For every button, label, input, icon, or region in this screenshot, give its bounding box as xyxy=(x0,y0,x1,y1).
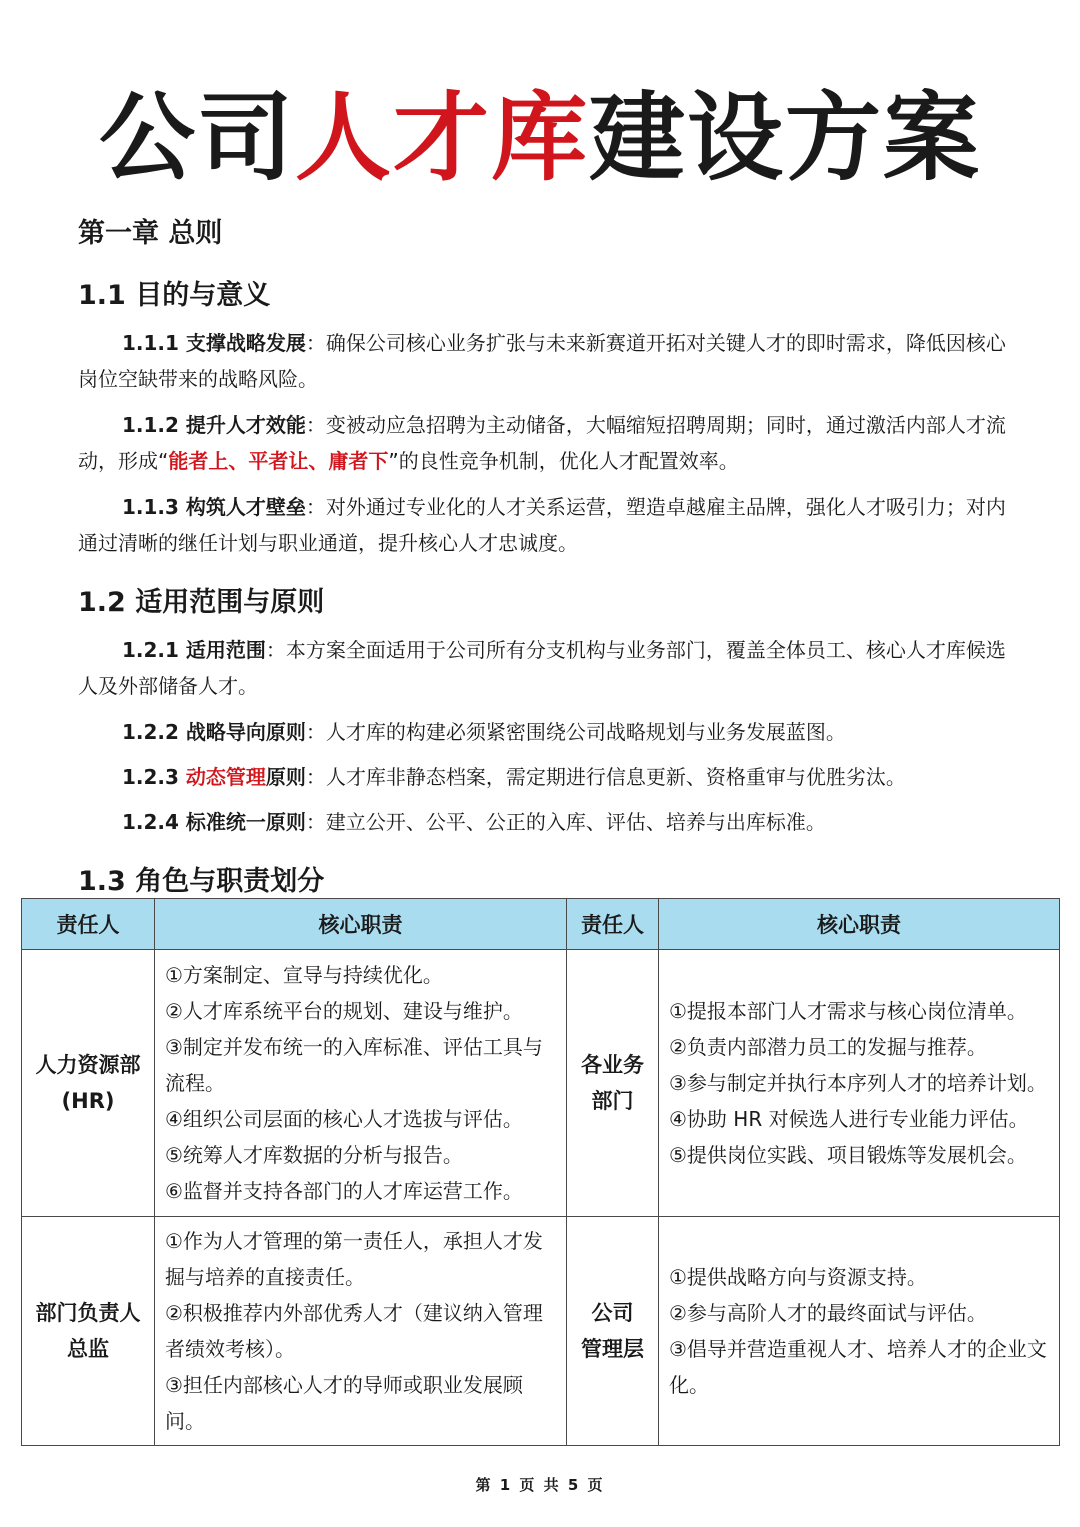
paragraph-label: 1.2.4 标准统一原则 xyxy=(122,810,306,834)
paragraph-label: 1.1.1 支撑战略发展 xyxy=(122,331,306,355)
role-name: 部门负责人 xyxy=(35,1301,141,1325)
role-cell xyxy=(22,1217,155,1446)
page-footer: 第 1 页 共 5 页 xyxy=(475,1476,605,1494)
paragraph-text: ：确保公司核心业务扩张与未来新赛道开拓对关键人才的即时需求，降低因核心岗位空缺带来的战略风险。 xyxy=(78,331,1006,391)
role-name: 总监 xyxy=(67,1337,109,1361)
duty-item: ③参与制定并执行本序列人才的培养计划。 xyxy=(669,1071,1047,1095)
duty-cell xyxy=(659,1217,1060,1446)
paragraph-label: 1.2.1 适用范围 xyxy=(122,638,266,662)
header-cell: 核心职责 xyxy=(659,899,1060,950)
duty-cell xyxy=(155,1217,567,1446)
paragraph-1-2-2 xyxy=(78,714,1010,750)
duty-item: ③担任内部核心人才的导师或职业发展顾问。 xyxy=(165,1373,523,1433)
header-cell: 核心职责 xyxy=(155,899,567,950)
chapter-heading: 第一章 总则 xyxy=(78,218,223,249)
paragraph-1-2-1 xyxy=(78,632,1010,704)
section-heading-1-1: 1.1 目的与意义 xyxy=(78,280,271,311)
duty-item: ①方案制定、宣导与持续优化。 xyxy=(165,963,443,987)
paragraph-1-2-3 xyxy=(78,759,1010,795)
role-name: 部门 xyxy=(591,1089,634,1113)
paragraph-1-1-1 xyxy=(78,325,1010,397)
paragraph-1-1-2 xyxy=(78,407,1010,479)
table-row xyxy=(22,1217,1060,1446)
duty-item: ④组织公司层面的核心人才选拔与评估。 xyxy=(165,1107,523,1131)
paragraph-text: ：变被动应急招聘为主动储备，大幅缩短招聘周期；同时，通过激活内部人才流动，形成“ xyxy=(78,413,1006,473)
header-cell: 责任人 xyxy=(22,899,155,950)
paragraph-text: ”的良性竞争机制，优化人才配置效率。 xyxy=(388,449,739,473)
duty-item: ②积极推荐内外部优秀人才（建议纳入管理者绩效考核）。 xyxy=(165,1301,543,1361)
header-cell: 责任人 xyxy=(567,899,659,950)
duty-item: ①提供战略方向与资源支持。 xyxy=(669,1265,927,1289)
table-header-row xyxy=(22,899,1060,950)
paragraph-label: 1.1.3 构筑人才壁垒 xyxy=(122,495,306,519)
duty-cell xyxy=(155,950,567,1217)
duty-item: ②负责内部潜力员工的发掘与推荐。 xyxy=(669,1035,987,1059)
role-cell xyxy=(567,950,659,1217)
paragraph-1-1-3 xyxy=(78,489,1010,561)
highlight-text: 能者上、平者让、庸者下 xyxy=(168,449,389,473)
role-cell xyxy=(567,1217,659,1446)
duty-item: ③制定并发布统一的入库标准、评估工具与流程。 xyxy=(165,1035,543,1095)
paragraph-label: 1.2.2 战略导向原则 xyxy=(122,720,306,744)
duty-item: ①作为人才管理的第一责任人，承担人才发掘与培养的直接责任。 xyxy=(165,1229,543,1289)
title-part-3: 建设方案 xyxy=(589,82,981,194)
title-part-1: 公司 xyxy=(99,82,295,194)
duty-item: ⑤提供岗位实践、项目锻炼等发展机会。 xyxy=(669,1143,1027,1167)
title-part-2-highlight: 人才库 xyxy=(295,82,589,194)
document-title xyxy=(0,78,1080,198)
duty-item: ③倡导并营造重视人才、培养人才的企业文化。 xyxy=(669,1337,1047,1397)
role-name: (HR) xyxy=(61,1089,115,1113)
role-cell xyxy=(22,950,155,1217)
paragraph-text: ：建立公开、公平、公正的入库、评估、培养与出库标准。 xyxy=(305,810,826,834)
duty-item: ⑤统筹人才库数据的分析与报告。 xyxy=(165,1143,463,1167)
duty-item: ⑥监督并支持各部门的人才库运营工作。 xyxy=(165,1179,523,1203)
paragraph-1-2-4 xyxy=(78,804,1010,840)
paragraph-label: 1.1.2 提升人才效能 xyxy=(122,413,306,437)
table-row xyxy=(22,950,1060,1217)
role-name: 管理层 xyxy=(581,1337,644,1361)
paragraph-text: ：对外通过专业化的人才关系运营，塑造卓越雇主品牌，强化人才吸引力；对内通过清晰的继任计划与职业通道，提升核心人才忠诚度。 xyxy=(78,495,1006,555)
roles-table xyxy=(21,898,1060,1446)
section-heading-1-2: 1.2 适用范围与原则 xyxy=(78,587,325,618)
role-name: 人力资源部 xyxy=(35,1053,141,1077)
duty-item: ①提报本部门人才需求与核心岗位清单。 xyxy=(669,999,1027,1023)
paragraph-label: 原则 xyxy=(265,765,306,789)
paragraph-text: ：人才库非静态档案，需定期进行信息更新、资格重审与优胜劣汰。 xyxy=(305,765,906,789)
role-name: 各业务 xyxy=(581,1053,644,1077)
role-name: 公司 xyxy=(591,1301,634,1325)
paragraph-text: ：人才库的构建必须紧密围绕公司战略规划与业务发展蓝图。 xyxy=(305,720,846,744)
section-heading-1-3: 1.3 角色与职责划分 xyxy=(78,866,325,897)
paragraph-label: 1.2.3 xyxy=(122,765,186,789)
duty-item: ④协助 HR 对候选人进行专业能力评估。 xyxy=(669,1107,1029,1131)
paragraph-text: ：本方案全面适用于公司所有分支机构与业务部门，覆盖全体员工、核心人才库候选人及外部储备人才。 xyxy=(78,638,1006,698)
duty-cell xyxy=(659,950,1060,1217)
highlight-text: 动态管理 xyxy=(185,765,266,789)
duty-item: ②人才库系统平台的规划、建设与维护。 xyxy=(165,999,523,1023)
duty-item: ②参与高阶人才的最终面试与评估。 xyxy=(669,1301,987,1325)
